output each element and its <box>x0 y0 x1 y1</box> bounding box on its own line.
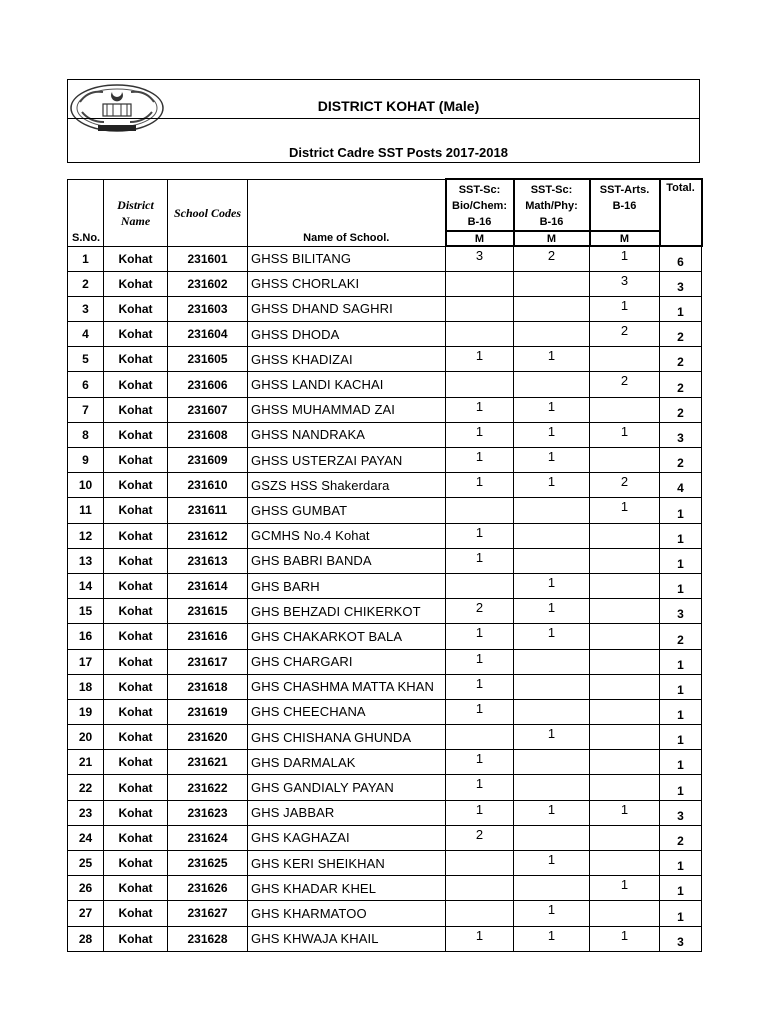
cell-sst-bio-chem: 3 <box>446 246 514 271</box>
cell-total: 1 <box>660 699 702 724</box>
cell-school-code: 231605 <box>168 347 248 372</box>
cell-total: 1 <box>660 775 702 800</box>
cell-total: 3 <box>660 926 702 951</box>
cell-sno: 18 <box>68 674 104 699</box>
cell-sst-math-phy <box>514 825 590 850</box>
cell-school-code: 231608 <box>168 422 248 447</box>
cell-sst-arts <box>590 901 660 926</box>
cell-sst-bio-chem: 1 <box>446 750 514 775</box>
cell-sst-bio-chem: 1 <box>446 448 514 473</box>
cell-total: 1 <box>660 876 702 901</box>
cell-sno: 15 <box>68 599 104 624</box>
cell-sst-math-phy <box>514 876 590 901</box>
cell-total: 6 <box>660 246 702 271</box>
cell-district: Kohat <box>104 548 168 573</box>
cell-sno: 25 <box>68 851 104 876</box>
cell-school-name: GHS KHADAR KHEL <box>248 876 446 901</box>
cell-sst-arts: 1 <box>590 800 660 825</box>
table-row <box>68 448 702 473</box>
cell-sst-math-phy <box>514 649 590 674</box>
cell-sst-arts: 1 <box>590 246 660 271</box>
cell-sst-math-phy <box>514 750 590 775</box>
cell-sst-bio-chem: 1 <box>446 624 514 649</box>
cell-sno: 2 <box>68 271 104 296</box>
cell-school-code: 231628 <box>168 926 248 951</box>
cell-total: 2 <box>660 372 702 397</box>
cell-school-name: GHS BABRI BANDA <box>248 548 446 573</box>
cell-sst-arts <box>590 750 660 775</box>
header-district-line1: District <box>117 197 154 212</box>
cell-school-code: 231621 <box>168 750 248 775</box>
cell-sst-bio-chem: 1 <box>446 347 514 372</box>
cell-sno: 8 <box>68 422 104 447</box>
cell-sst-arts: 1 <box>590 876 660 901</box>
cell-sno: 20 <box>68 725 104 750</box>
cell-sno: 1 <box>68 246 104 271</box>
cell-school-code: 231611 <box>168 498 248 523</box>
table-row <box>68 347 702 372</box>
cell-school-name: GHS KERI SHEIKHAN <box>248 851 446 876</box>
cell-school-name: GHS DARMALAK <box>248 750 446 775</box>
cell-district: Kohat <box>104 851 168 876</box>
cell-sst-bio-chem: 1 <box>446 926 514 951</box>
header-total: Total. <box>660 179 702 246</box>
table-row <box>68 926 702 951</box>
header-district <box>104 179 168 246</box>
cell-sst-arts: 1 <box>590 926 660 951</box>
cell-total: 1 <box>660 674 702 699</box>
cell-sst-math-phy <box>514 271 590 296</box>
cell-sst-arts <box>590 851 660 876</box>
table-row <box>68 725 702 750</box>
cell-total: 3 <box>660 800 702 825</box>
table-row <box>68 397 702 422</box>
cell-sst-arts <box>590 725 660 750</box>
cell-sst-bio-chem: 1 <box>446 674 514 699</box>
cell-sst-bio-chem <box>446 725 514 750</box>
table-row <box>68 372 702 397</box>
cell-school-code: 231620 <box>168 725 248 750</box>
cell-sst-math-phy: 1 <box>514 573 590 598</box>
cell-school-code: 231616 <box>168 624 248 649</box>
table-row <box>68 876 702 901</box>
cell-total: 2 <box>660 825 702 850</box>
cell-sst-arts: 2 <box>590 372 660 397</box>
table-row <box>68 599 702 624</box>
table-row <box>68 548 702 573</box>
cell-total: 1 <box>660 573 702 598</box>
cell-school-name: GHSS BILITANG <box>248 246 446 271</box>
header-post1-line2: Bio/Chem: <box>452 200 507 212</box>
cell-district: Kohat <box>104 422 168 447</box>
header-school-codes: School Codes <box>168 179 248 246</box>
table-row <box>68 901 702 926</box>
cell-sst-math-phy <box>514 322 590 347</box>
cell-school-name: GHS BEHZADI CHIKERKOT <box>248 599 446 624</box>
cell-sst-bio-chem: 1 <box>446 523 514 548</box>
cell-school-code: 231606 <box>168 372 248 397</box>
cell-school-name: GHSS GUMBAT <box>248 498 446 523</box>
cell-school-code: 231627 <box>168 901 248 926</box>
cell-school-name: GHS KHWAJA KHAIL <box>248 926 446 951</box>
cell-sst-arts <box>590 548 660 573</box>
cell-sst-math-phy: 1 <box>514 599 590 624</box>
cell-school-name: GHSS KHADIZAI <box>248 347 446 372</box>
cell-total: 3 <box>660 271 702 296</box>
cell-school-name: GHSS NANDRAKA <box>248 422 446 447</box>
cell-total: 2 <box>660 397 702 422</box>
header-gender-m: M <box>590 231 660 246</box>
cell-district: Kohat <box>104 649 168 674</box>
cell-sno: 21 <box>68 750 104 775</box>
cell-sst-arts: 1 <box>590 498 660 523</box>
table-row <box>68 422 702 447</box>
cell-sst-math-phy <box>514 523 590 548</box>
cell-sno: 6 <box>68 372 104 397</box>
cell-sno: 13 <box>68 548 104 573</box>
cell-total: 3 <box>660 422 702 447</box>
cell-sst-bio-chem: 1 <box>446 422 514 447</box>
cell-sst-arts <box>590 448 660 473</box>
cell-total: 1 <box>660 901 702 926</box>
table-row <box>68 573 702 598</box>
cell-school-code: 231622 <box>168 775 248 800</box>
header-gender-m: M <box>514 231 590 246</box>
cell-sno: 26 <box>68 876 104 901</box>
cell-school-code: 231618 <box>168 674 248 699</box>
table-row <box>68 750 702 775</box>
header-post2-line2: Math/Phy: <box>525 200 578 212</box>
cell-total: 1 <box>660 523 702 548</box>
header-district-line2: Name <box>120 213 151 228</box>
cell-sst-arts <box>590 573 660 598</box>
cell-school-name: GHS CHISHANA GHUNDA <box>248 725 446 750</box>
cell-sno: 4 <box>68 322 104 347</box>
cell-district: Kohat <box>104 473 168 498</box>
cell-sst-math-phy <box>514 548 590 573</box>
cell-sno: 27 <box>68 901 104 926</box>
cell-school-name: GHSS MUHAMMAD ZAI <box>248 397 446 422</box>
cell-sst-arts <box>590 775 660 800</box>
cell-school-code: 231604 <box>168 322 248 347</box>
cell-school-code: 231610 <box>168 473 248 498</box>
header-post1-line1: SST-Sc: <box>458 184 501 196</box>
cell-sst-math-phy <box>514 699 590 724</box>
cell-sno: 16 <box>68 624 104 649</box>
cell-district: Kohat <box>104 876 168 901</box>
table-row <box>68 775 702 800</box>
cell-sno: 7 <box>68 397 104 422</box>
header-sno: S.No. <box>68 179 104 246</box>
cell-school-name: GHS KAGHAZAI <box>248 825 446 850</box>
cell-school-code: 231612 <box>168 523 248 548</box>
cell-sst-bio-chem <box>446 573 514 598</box>
cell-district: Kohat <box>104 296 168 321</box>
cell-sst-math-phy: 2 <box>514 246 590 271</box>
cell-sst-math-phy: 1 <box>514 800 590 825</box>
cell-sst-bio-chem: 1 <box>446 548 514 573</box>
cell-sst-bio-chem <box>446 876 514 901</box>
cell-sst-math-phy: 1 <box>514 397 590 422</box>
cell-sst-math-phy: 1 <box>514 624 590 649</box>
cell-school-name: GHS JABBAR <box>248 800 446 825</box>
cell-school-code: 231615 <box>168 599 248 624</box>
table-row <box>68 322 702 347</box>
header-sst-arts <box>590 179 660 231</box>
cell-total: 1 <box>660 649 702 674</box>
cell-sno: 24 <box>68 825 104 850</box>
cell-sst-arts <box>590 347 660 372</box>
table-row <box>68 699 702 724</box>
cell-school-name: GHSS LANDI KACHAI <box>248 372 446 397</box>
cell-sst-math-phy: 1 <box>514 448 590 473</box>
cell-district: Kohat <box>104 573 168 598</box>
cell-sst-math-phy: 1 <box>514 901 590 926</box>
cell-sst-math-phy <box>514 775 590 800</box>
cell-school-code: 231619 <box>168 699 248 724</box>
cell-school-name: GHS CHAKARKOT BALA <box>248 624 446 649</box>
cell-sno: 23 <box>68 800 104 825</box>
cell-sno: 11 <box>68 498 104 523</box>
cell-sno: 9 <box>68 448 104 473</box>
header-post3-line2: B-16 <box>612 200 637 212</box>
cell-district: Kohat <box>104 599 168 624</box>
cell-school-code: 231613 <box>168 548 248 573</box>
cell-district: Kohat <box>104 246 168 271</box>
cell-total: 1 <box>660 548 702 573</box>
cell-sno: 22 <box>68 775 104 800</box>
cell-sno: 28 <box>68 926 104 951</box>
cell-sst-math-phy <box>514 372 590 397</box>
cell-sno: 12 <box>68 523 104 548</box>
cell-sst-math-phy <box>514 296 590 321</box>
cell-district: Kohat <box>104 674 168 699</box>
cell-school-name: GCMHS No.4 Kohat <box>248 523 446 548</box>
cell-district: Kohat <box>104 347 168 372</box>
cell-sst-arts: 1 <box>590 296 660 321</box>
cell-district: Kohat <box>104 901 168 926</box>
cell-sno: 17 <box>68 649 104 674</box>
cell-sst-arts <box>590 674 660 699</box>
table-row <box>68 271 702 296</box>
cell-school-name: GHSS DHAND SAGHRI <box>248 296 446 321</box>
cell-total: 1 <box>660 750 702 775</box>
header-post3-line1: SST-Arts. <box>599 184 650 196</box>
cell-school-name: GHS CHASHMA MATTA KHAN <box>248 674 446 699</box>
cell-sst-arts <box>590 397 660 422</box>
table-row <box>68 246 702 271</box>
cell-sst-math-phy: 1 <box>514 725 590 750</box>
cell-sno: 14 <box>68 573 104 598</box>
header-sst-math-phy <box>514 179 590 231</box>
cell-school-name: GHS CHEECHANA <box>248 699 446 724</box>
cell-school-code: 231625 <box>168 851 248 876</box>
cell-district: Kohat <box>104 750 168 775</box>
cell-total: 4 <box>660 473 702 498</box>
cell-sst-bio-chem: 1 <box>446 397 514 422</box>
cell-total: 1 <box>660 725 702 750</box>
cell-total: 3 <box>660 599 702 624</box>
header-post2-line1: SST-Sc: <box>530 184 573 196</box>
cell-school-name: GHS BARH <box>248 573 446 598</box>
table-row <box>68 296 702 321</box>
cell-school-code: 231624 <box>168 825 248 850</box>
table-row <box>68 800 702 825</box>
cell-sst-arts <box>590 649 660 674</box>
table-row <box>68 624 702 649</box>
header-divider <box>68 118 699 119</box>
table-row <box>68 498 702 523</box>
cell-district: Kohat <box>104 322 168 347</box>
cell-sst-bio-chem: 1 <box>446 699 514 724</box>
cell-sst-arts <box>590 624 660 649</box>
cell-sst-arts: 1 <box>590 422 660 447</box>
cell-sst-math-phy: 1 <box>514 422 590 447</box>
document-title: DISTRICT KOHAT (Male) <box>317 98 480 114</box>
cell-district: Kohat <box>104 725 168 750</box>
cell-sst-math-phy <box>514 674 590 699</box>
header-gender-m: M <box>446 231 514 246</box>
cell-sst-math-phy: 1 <box>514 473 590 498</box>
cell-sst-arts <box>590 523 660 548</box>
cell-district: Kohat <box>104 775 168 800</box>
cell-sst-bio-chem: 1 <box>446 775 514 800</box>
cell-sst-bio-chem <box>446 901 514 926</box>
cell-school-name: GHSS DHODA <box>248 322 446 347</box>
cell-sst-bio-chem: 1 <box>446 473 514 498</box>
header-school-name: Name of School. <box>248 179 446 246</box>
table-row <box>68 674 702 699</box>
cell-total: 1 <box>660 851 702 876</box>
cell-sst-bio-chem <box>446 271 514 296</box>
cell-district: Kohat <box>104 825 168 850</box>
cell-sno: 10 <box>68 473 104 498</box>
cell-sst-arts: 2 <box>590 473 660 498</box>
table-row <box>68 851 702 876</box>
cell-school-code: 231609 <box>168 448 248 473</box>
cell-sst-bio-chem <box>446 296 514 321</box>
cell-school-name: GHS KHARMATOO <box>248 901 446 926</box>
cell-district: Kohat <box>104 523 168 548</box>
cell-sst-math-phy: 1 <box>514 851 590 876</box>
cell-school-name: GHSS USTERZAI PAYAN <box>248 448 446 473</box>
cell-school-code: 231614 <box>168 573 248 598</box>
table-row <box>68 649 702 674</box>
cell-sst-math-phy: 1 <box>514 926 590 951</box>
cell-district: Kohat <box>104 699 168 724</box>
cell-school-name: GHS CHARGARI <box>248 649 446 674</box>
cell-sst-math-phy: 1 <box>514 347 590 372</box>
cell-sst-bio-chem <box>446 322 514 347</box>
cell-district: Kohat <box>104 800 168 825</box>
cell-district: Kohat <box>104 372 168 397</box>
cell-school-code: 231623 <box>168 800 248 825</box>
cell-district: Kohat <box>104 448 168 473</box>
table-row <box>68 523 702 548</box>
cell-school-code: 231602 <box>168 271 248 296</box>
cell-district: Kohat <box>104 624 168 649</box>
cell-sst-math-phy <box>514 498 590 523</box>
cell-sno: 5 <box>68 347 104 372</box>
cell-district: Kohat <box>104 397 168 422</box>
cell-school-name: GSZS HSS Shakerdara <box>248 473 446 498</box>
cell-district: Kohat <box>104 271 168 296</box>
cell-sst-arts <box>590 599 660 624</box>
table-row <box>68 473 702 498</box>
cell-sst-bio-chem: 2 <box>446 825 514 850</box>
cell-sst-arts <box>590 825 660 850</box>
header-sst-bio-chem <box>446 179 514 231</box>
cell-sst-bio-chem: 2 <box>446 599 514 624</box>
sst-posts-table <box>67 178 703 952</box>
cell-school-code: 231601 <box>168 246 248 271</box>
cell-district: Kohat <box>104 926 168 951</box>
cell-district: Kohat <box>104 498 168 523</box>
table-row <box>68 825 702 850</box>
cell-sst-bio-chem <box>446 372 514 397</box>
cell-school-code: 231607 <box>168 397 248 422</box>
cell-total: 2 <box>660 322 702 347</box>
cell-school-name: GHS GANDIALY PAYAN <box>248 775 446 800</box>
cell-sno: 3 <box>68 296 104 321</box>
cell-sno: 19 <box>68 699 104 724</box>
cell-sst-arts <box>590 699 660 724</box>
cell-school-code: 231626 <box>168 876 248 901</box>
header-post2-line3: B-16 <box>539 216 564 228</box>
cell-sst-bio-chem <box>446 498 514 523</box>
cell-school-code: 231617 <box>168 649 248 674</box>
cell-sst-arts: 3 <box>590 271 660 296</box>
cell-total: 2 <box>660 347 702 372</box>
cell-total: 1 <box>660 498 702 523</box>
cell-total: 2 <box>660 448 702 473</box>
cell-total: 1 <box>660 296 702 321</box>
cell-school-code: 231603 <box>168 296 248 321</box>
cell-sst-bio-chem: 1 <box>446 649 514 674</box>
cell-total: 2 <box>660 624 702 649</box>
cell-sst-bio-chem <box>446 851 514 876</box>
document-header <box>67 79 700 163</box>
cell-sst-arts: 2 <box>590 322 660 347</box>
document-subtitle: District Cadre SST Posts 2017-2018 <box>289 145 508 160</box>
cell-sst-bio-chem: 1 <box>446 800 514 825</box>
header-post1-line3: B-16 <box>467 216 492 228</box>
cell-school-name: GHSS CHORLAKI <box>248 271 446 296</box>
